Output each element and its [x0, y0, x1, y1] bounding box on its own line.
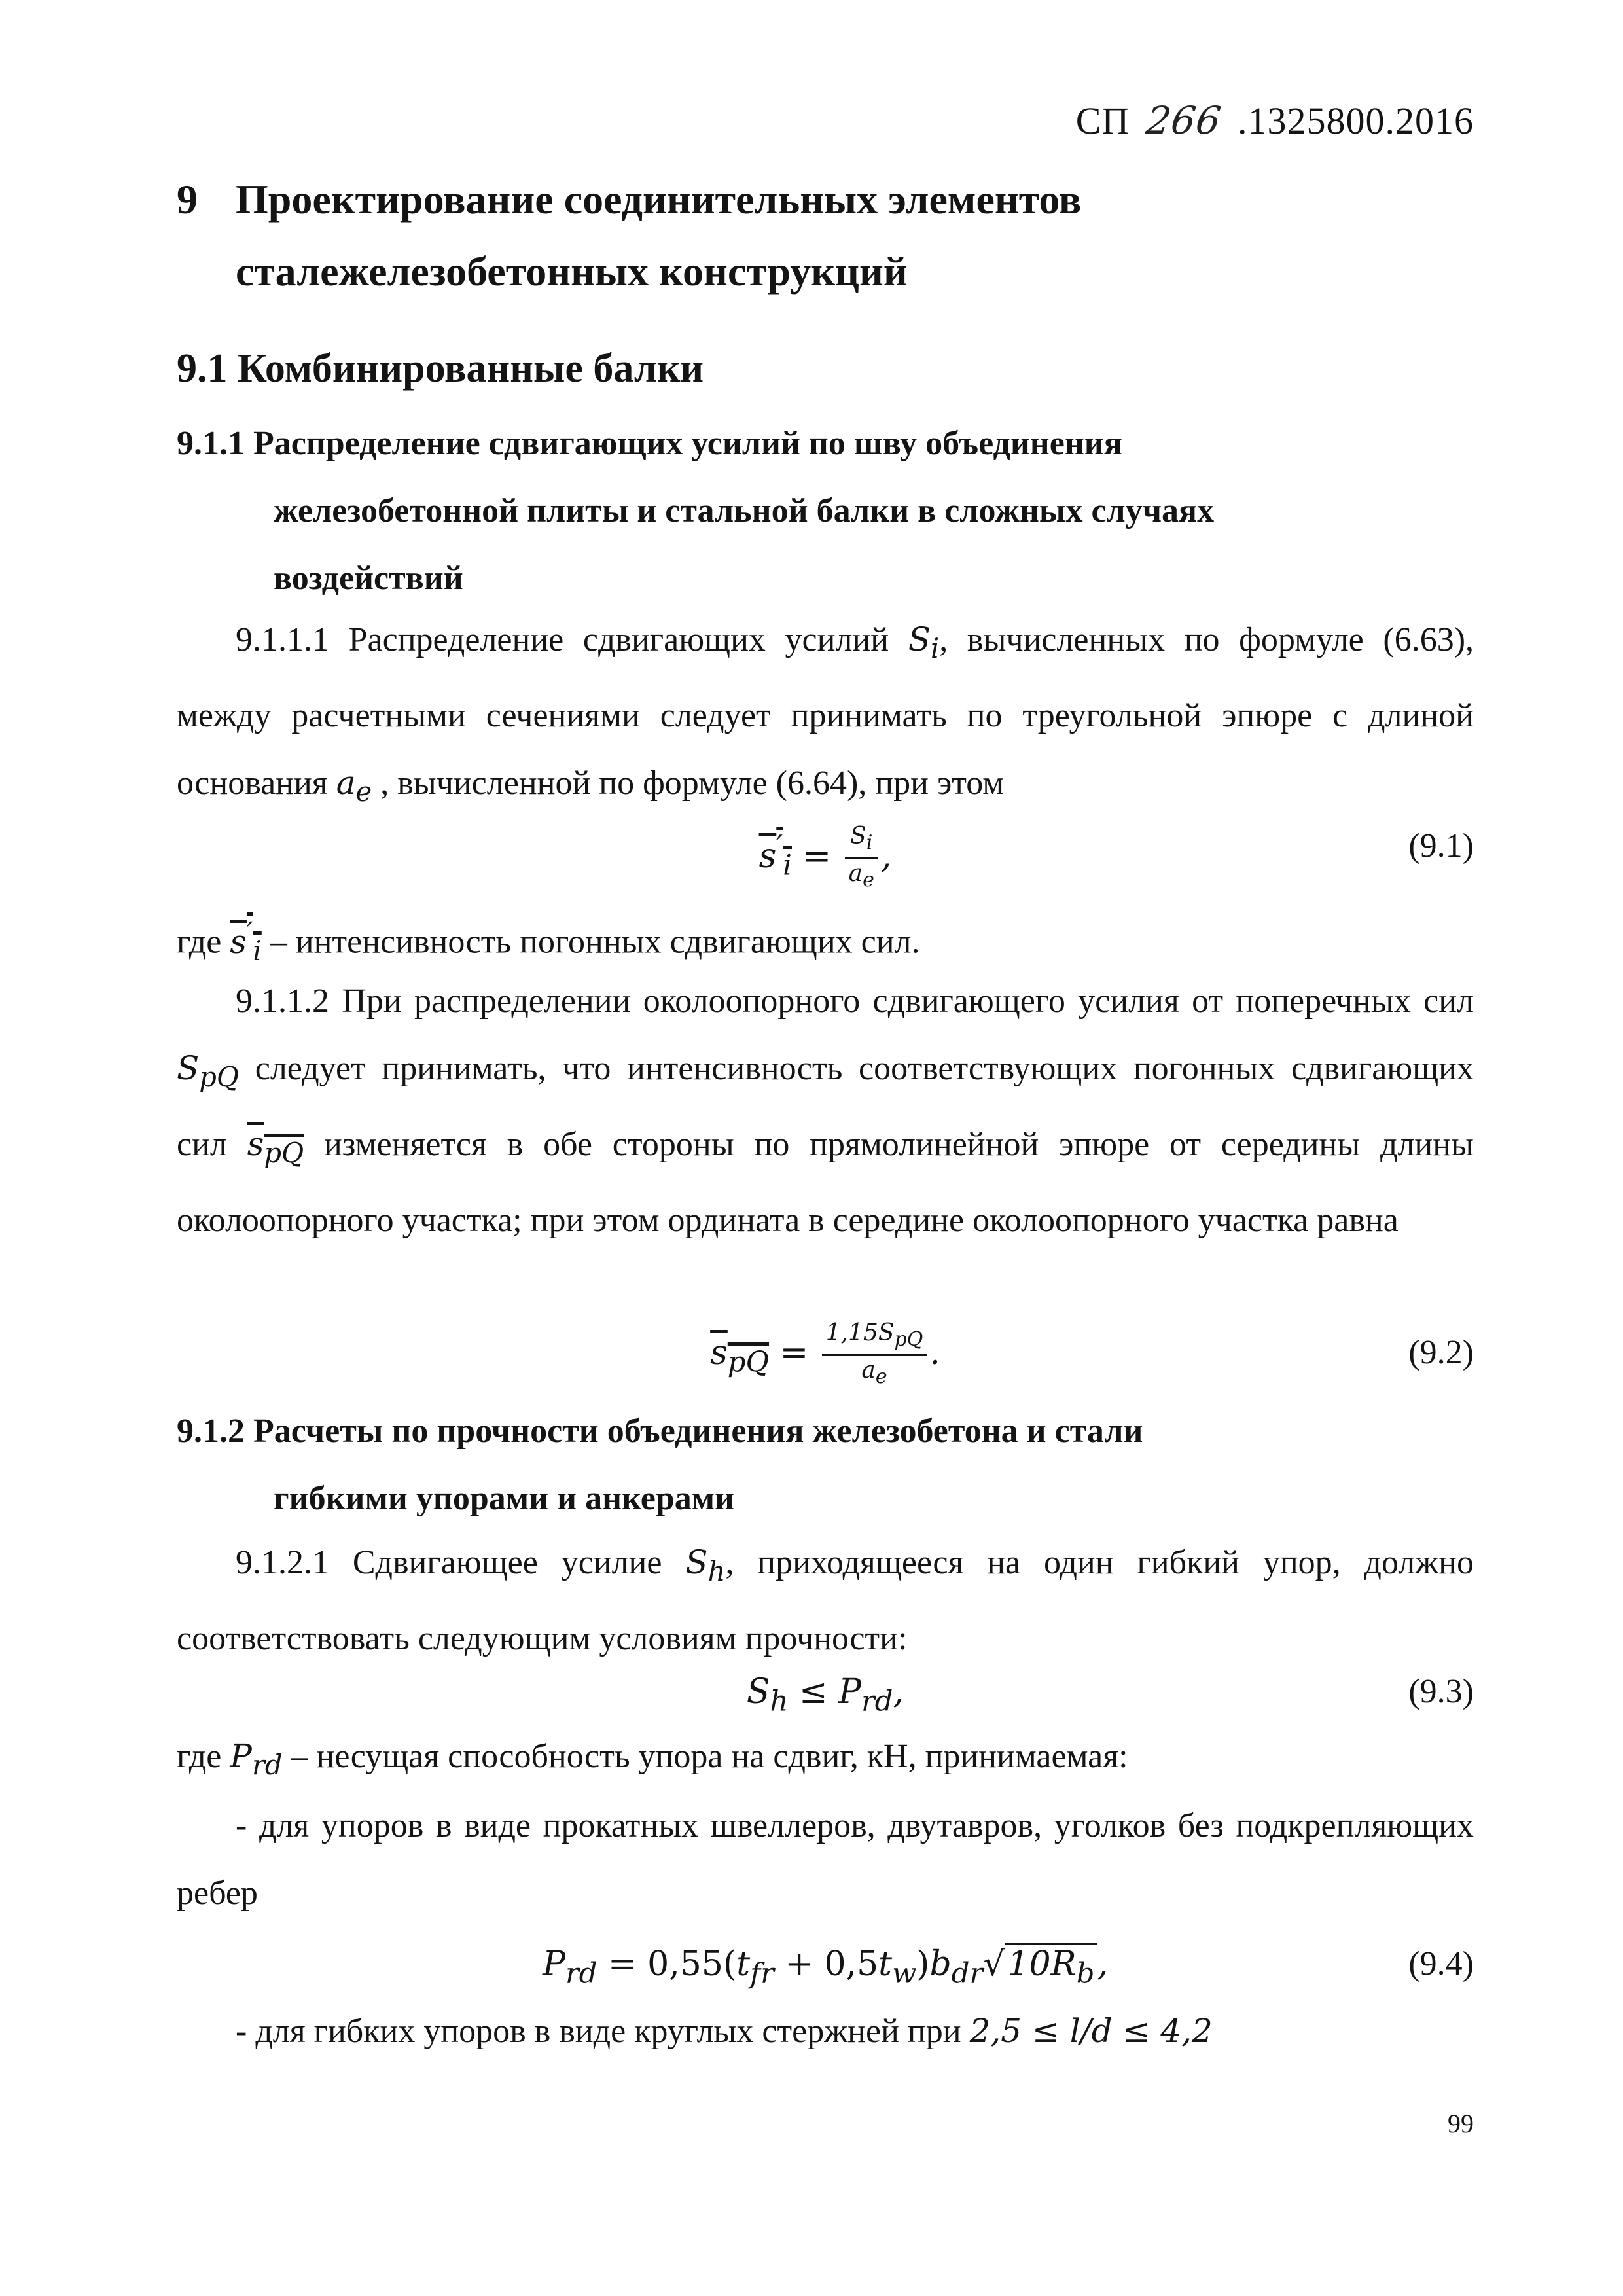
var-s-i-prime: $s'_i$	[230, 916, 262, 967]
sqrt-expression: $10R_b$	[1005, 1943, 1097, 1984]
subsection-title-line2: железобетонной плиты и стальной балки в сложных случаях	[274, 492, 1215, 529]
paragraph-9-1-1-2: 9.1.1.2 При распределении околоопорного сдвигающего усилия от поперечных сил $S_{pQ}$ следует принимать, что интенсивность соответствующих погонных сдвигающих сил $s_{pQ}$ изменяется в обе стороны по прямолинейной эпюре от середины длины околоопорного участка; при этом ордината в середине околоопорного участка равна	[177, 982, 1474, 1239]
section-9-1-heading: 9.1 Комбинированные балки	[177, 346, 704, 391]
equation-number: (9.2)	[1408, 1334, 1474, 1371]
subsection-title-line3: воздействий	[274, 560, 463, 597]
section-9-heading	[177, 164, 1474, 308]
subsection-title-line2: гибкими упорами и анкерами	[274, 1480, 735, 1517]
condition-expression: 2,5 ≤ l/d ≤ 4,2	[969, 2012, 1213, 2050]
formula-9-3: $S_h \le P_{rd}$, (9.3)	[177, 1656, 1474, 1728]
formula-lhs: $s'_i$	[758, 830, 792, 882]
paragraph-9-1-2-1: 9.1.2.1 Сдвигающее усилие $S_h$, приходящееся на один гибкий упор, должно соответствовать следующим условиям прочности:	[177, 1543, 1474, 1657]
var-s-pq-line: $s_{pQ}$	[247, 1125, 304, 1169]
var-s-i: $S_i$	[908, 620, 940, 664]
section-title-line2: сталежелезобетонных конструкций	[236, 248, 908, 295]
formula-9-2: $s_{pQ}$ = $\frac{1,15S_{pQ}}{a_e}$ . (9.2)	[177, 1317, 1474, 1389]
var-s-pq: $S_{pQ}$	[177, 1049, 240, 1093]
page-number: 99	[1448, 2109, 1474, 2138]
doc-code-handwritten: 266	[1143, 98, 1224, 143]
doc-code-prefix: СП	[1075, 99, 1130, 142]
var-s-h: $S_h$	[685, 1543, 726, 1587]
var-a-e: $a_e$	[336, 764, 372, 808]
equation-number: (9.1)	[1408, 827, 1474, 865]
subsection-title-line1: 9.1.2 Расчеты по прочности объединения железобетона и стали	[177, 1412, 1143, 1450]
section-number: 9	[177, 176, 198, 223]
where-clause-2: где $P_{rd}$ – несущая способность упора на сдвиг, кН, принимаемая:	[177, 1737, 1128, 1781]
where-clause-1: где $s'_i$ – интенсивность погонных сдвигающих сил.	[177, 916, 920, 967]
equation-number: (9.3)	[1408, 1673, 1474, 1710]
paragraph-9-1-1-1: 9.1.1.1 Распределение сдвигающих усилий $S_i$, вычисленных по формуле (6.63), между расчетными сечениями следует принимать по треугольной эпюре с длиной основания $a_e$ , вычисленной по формуле (6.64), при этом	[177, 620, 1474, 808]
section-9-1-1-heading	[177, 410, 1474, 612]
formula-fraction: $\frac{S_i}{a_e}$	[845, 822, 878, 895]
list-item-1: - для упоров в виде прокатных швеллеров, двутавров, уголков без подкрепляющих ребер	[177, 1807, 1474, 1912]
equation-number: (9.4)	[1408, 1945, 1474, 1982]
section-9-1-2-heading	[177, 1397, 1474, 1532]
formula-9-4: $P_{rd} = 0,55(t_{fr} + 0,5t_w)b_{dr}√10R_b$, (9.4)	[177, 1928, 1474, 2000]
section-title-line1: Проектирование соединительных элементов	[236, 176, 1082, 223]
formula-9-1: $s'_i$ = $\frac{S_i}{a_e}$ , (9.1)	[177, 810, 1474, 882]
list-item-2: - для гибких упоров в виде круглых стержней при 2,5 ≤ l/d ≤ 4,2	[236, 2012, 1213, 2050]
page-header	[1076, 98, 1474, 143]
subsection-title-line1: 9.1.1 Распределение сдвигающих усилий по шву объединения	[177, 425, 1122, 462]
doc-code-suffix: .1325800.2016	[1238, 99, 1474, 142]
formula-lhs: $s_{pQ}$	[710, 1333, 770, 1379]
var-p-rd: $P_{rd}$	[230, 1737, 283, 1781]
formula-fraction: $\frac{1,15S_{pQ}}{a_e}$	[822, 1319, 927, 1391]
